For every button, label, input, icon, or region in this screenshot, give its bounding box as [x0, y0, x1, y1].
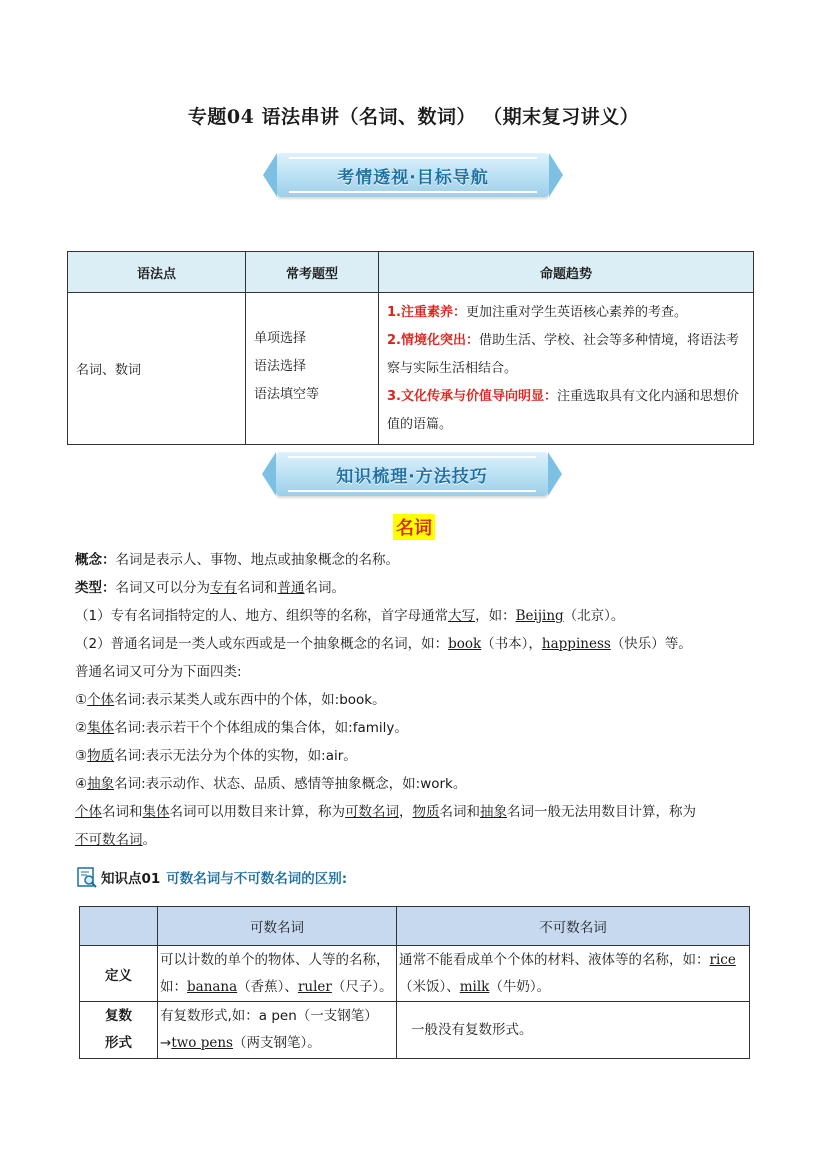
countable-plural-cell — [158, 1002, 397, 1059]
banner-label: 考情透视·目标导航 — [289, 157, 537, 193]
example-word: happiness — [541, 636, 611, 652]
line-text: （北京）。 — [563, 608, 625, 624]
list-text: 名词:表示无法分为个体的实物，如:air。 — [114, 748, 357, 764]
list-text: 名词:表示某类人或东西中的个体，如:book。 — [114, 692, 386, 708]
question-type: 语法填空等 — [254, 386, 320, 402]
list-number: ③ — [75, 748, 88, 764]
type-label: 类型： — [75, 580, 116, 596]
question-type: 单项选择 — [254, 330, 307, 346]
underlined-term: 专有 — [210, 580, 237, 596]
cell-text: （香蕉）、 — [237, 978, 298, 995]
line-text: （书本）， — [481, 636, 542, 652]
row-head-plural — [80, 1002, 158, 1059]
underlined-term: 抽象 — [480, 804, 507, 820]
section-title-noun: 名词 — [393, 514, 435, 540]
example-word: banana — [187, 978, 238, 995]
line-text: ， — [399, 804, 413, 820]
knowledge-point-heading — [76, 866, 347, 888]
section-banner-exam — [277, 153, 549, 197]
table-header: 命题趋势 — [379, 252, 754, 293]
table-header: 可数名词 — [158, 907, 397, 946]
list-text: 名词:表示动作、状态、品质、感情等抽象概念，如:work。 — [114, 776, 467, 792]
cell-text: 一般没有复数形式。 — [411, 1021, 533, 1038]
trend-text: 更加注重对学生英语核心素养的考查。 — [465, 304, 687, 320]
underlined-term: 个体 — [87, 692, 115, 708]
table-header: 不可数名词 — [397, 907, 750, 946]
table-header: 常考题型 — [246, 252, 379, 293]
section-banner-knowledge — [276, 452, 548, 496]
trend-label: 2.情境化突出： — [387, 332, 479, 348]
example-word: milk — [459, 978, 490, 995]
list-number: ① — [75, 692, 88, 708]
arrow-icon: → — [160, 1035, 172, 1051]
type-text: 名词和 — [237, 580, 278, 596]
trend-text: 注重选取具有文化内涵和思想价值的语篇。 — [387, 388, 739, 432]
cell-text: 通常不能看成单个个体的材料、液体等的名称，如： — [399, 951, 710, 968]
line-text: （2）普通名词是一类人或东西或是一个抽象概念的名词，如： — [75, 636, 449, 652]
cell-text: 有复数形式,如：a pen（一支钢笔） — [160, 1008, 378, 1024]
cell-text: （牛奶）。 — [489, 978, 551, 995]
concept-text: 名词是表示人、事物、地点或抽象概念的名称。 — [115, 552, 399, 568]
example-word: ruler — [297, 978, 332, 995]
underlined-term: 物质 — [412, 804, 440, 820]
example-word: rice — [709, 951, 736, 968]
trend-cell — [379, 293, 754, 445]
row-head-text: 复数 — [105, 1008, 132, 1024]
underlined-term: 抽象 — [87, 776, 115, 792]
cell-text: 可以计数的单个的物体、人等的名称， — [160, 951, 390, 968]
countable-definition-cell — [158, 946, 397, 1002]
underlined-term: 可数名词 — [345, 804, 399, 820]
example-word: book — [448, 636, 482, 652]
type-text: 名词。 — [304, 580, 345, 596]
cell-text: 如： — [160, 978, 187, 995]
line-text: （快乐）等。 — [610, 636, 692, 652]
cell-text: （尺子）。 — [331, 978, 393, 995]
grammar-point-cell: 名词、数词 — [68, 293, 246, 445]
line-text: 名词一般无法用数目计算，称为 — [507, 804, 696, 820]
uncountable-definition-cell — [397, 946, 750, 1002]
underlined-term: 集体 — [87, 720, 115, 736]
line-text: 。 — [142, 832, 156, 848]
underlined-term: 个体 — [75, 804, 102, 820]
line-text: 名词可以用数目来计算，称为 — [169, 804, 345, 820]
line-text: 名词和 — [102, 804, 143, 820]
underlined-term: 不可数名词 — [75, 832, 143, 848]
question-types-cell — [246, 293, 379, 445]
table-header: 语法点 — [68, 252, 246, 293]
example-word: Beijing — [515, 608, 564, 624]
magnifier-book-icon — [76, 866, 98, 888]
underlined-term: 普通 — [277, 580, 305, 596]
knowledge-point-text: 可数名词与不可数名词的区别: — [166, 871, 348, 887]
trend-label: 1.注重素养： — [387, 304, 466, 320]
uncountable-plural-cell — [397, 1002, 750, 1059]
example-word: two pens — [171, 1035, 233, 1051]
line-text: ，如： — [475, 608, 516, 624]
cell-text: （两支钢笔）。 — [232, 1035, 321, 1051]
list-number: ② — [75, 720, 88, 736]
trend-text: 借助生活、学校、社会等多种情境，将语法考察与实际生活相结合。 — [387, 332, 739, 376]
noun-explanation — [75, 546, 755, 854]
banner-label: 知识梳理·方法技巧 — [288, 456, 536, 492]
trend-label: 3.文化传承与价值导向明显： — [387, 388, 557, 404]
list-number: ④ — [75, 776, 88, 792]
row-head-definition: 定义 — [80, 946, 158, 1002]
cell-text: （米饭）、 — [399, 978, 460, 995]
concept-label: 概念： — [75, 552, 116, 568]
table-header — [80, 907, 158, 946]
page-title: 专题04 语法串讲（名词、数词） （期末复习讲义） — [187, 106, 640, 128]
type-text: 名词又可以分为 — [115, 580, 210, 596]
line-text: 名词和 — [439, 804, 480, 820]
line-text: （1）专有名词指特定的人、地方、组织等的名称，首字母通常 — [75, 608, 449, 624]
underlined-term: 物质 — [87, 748, 115, 764]
line-text: 普通名词又可分为下面四类: — [75, 664, 242, 680]
question-type: 语法选择 — [254, 358, 307, 374]
list-text: 名词:表示若干个个体组成的集合体，如:family。 — [114, 720, 408, 736]
underlined-term: 集体 — [142, 804, 170, 820]
exam-overview-table — [67, 251, 754, 445]
countable-noun-table — [79, 906, 750, 1059]
knowledge-point-label: 知识点01 — [101, 871, 161, 887]
underlined-term: 大写 — [448, 608, 476, 624]
row-head-text: 形式 — [105, 1035, 132, 1051]
